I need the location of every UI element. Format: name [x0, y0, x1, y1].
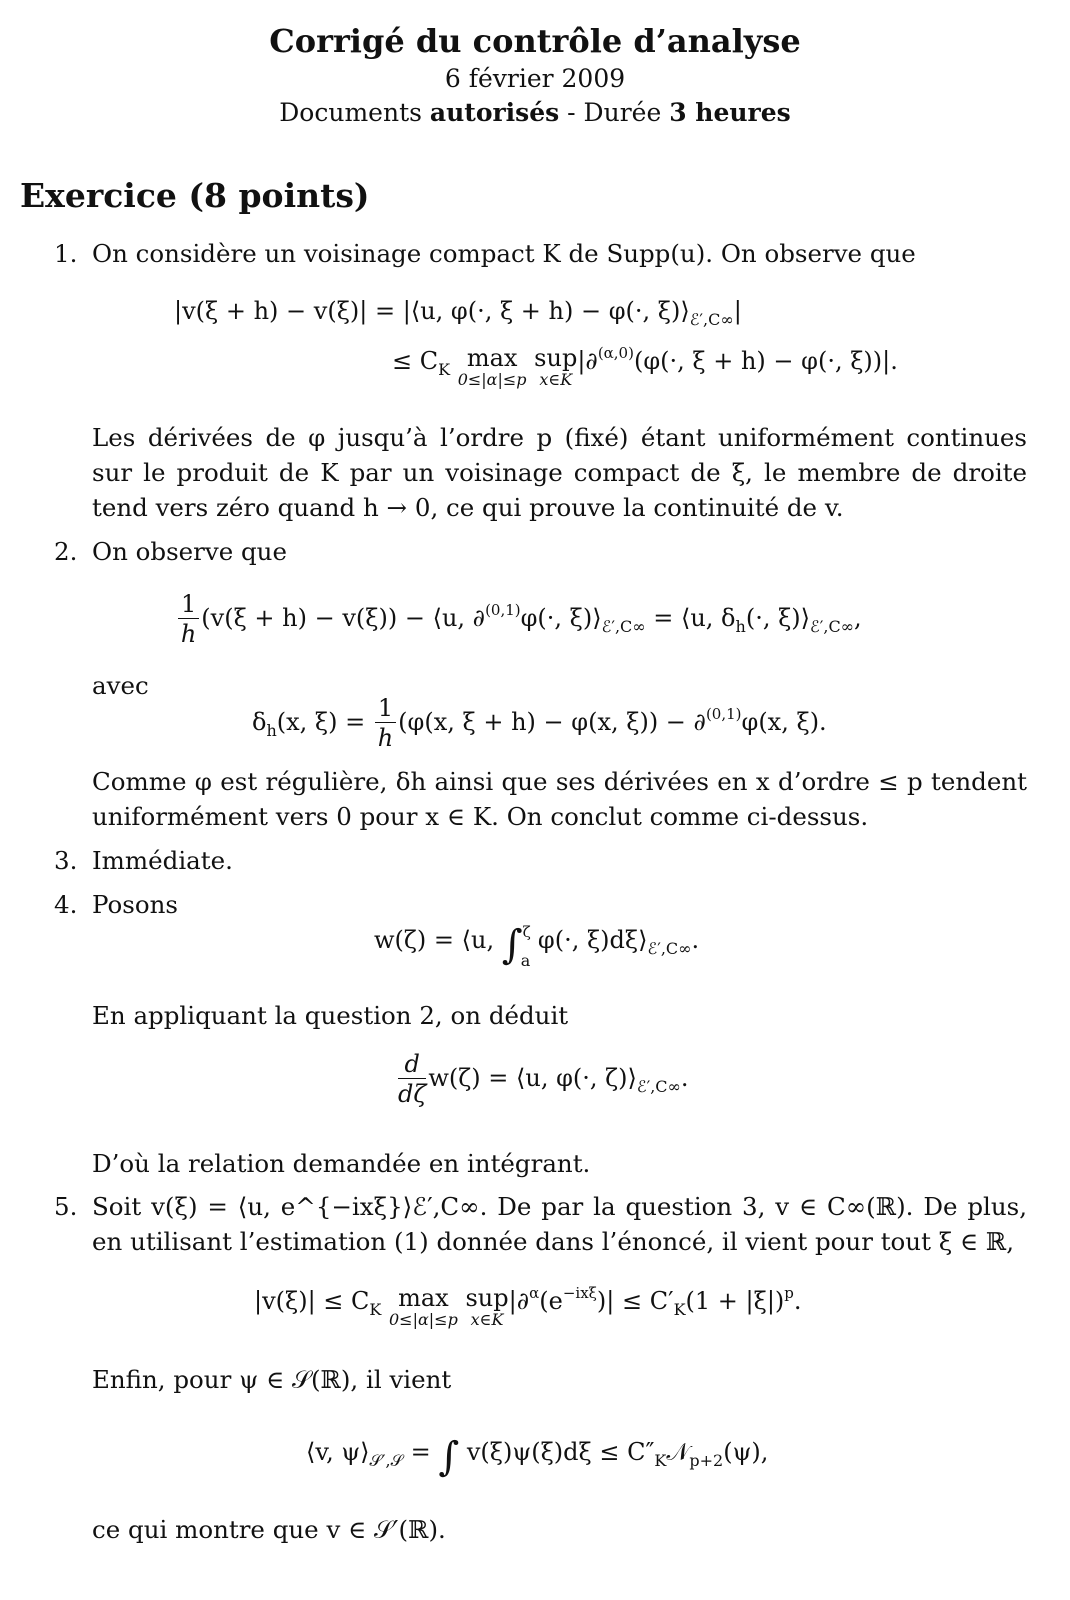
item-2-avec: avec	[92, 671, 149, 700]
item-number-1: 1.	[54, 239, 78, 268]
duration-label: - Durée	[559, 98, 670, 127]
item-4-intro: Posons	[92, 890, 178, 919]
item-3-text: Immédiate.	[92, 846, 233, 875]
item-5-estimate-equation: $|v(\xi)| \le C_K$ max 0≤|α|≤p sup x∈K $|\partial^\alpha(e^{-ix\xi})| \le C'_K(1 + |\xi|)^p$.	[254, 1284, 802, 1329]
item-2-text: Comme φ est régulière, δh ainsi que ses dérivées en x d’ordre ≤ p tendent uniformément vers 0 pour x ∈ K. On conclut comme ci-dessus.	[92, 767, 1027, 831]
item-4-w-equation: w(ζ) = ⟨u, ∫$^\zeta_a$ φ(·, $\xi)d\xi⟩_{ℰ',C\infty}$.	[374, 922, 700, 970]
item-5-integral-equation: ⟨v, $\psi⟩_{𝒮',𝒮}$ = ∫ $v(\xi)\psi(\xi)d\xi \le C''_K𝒩_{p+2}(\psi)$,	[306, 1434, 769, 1480]
document-date: 6 février 2009	[444, 64, 626, 93]
item-2-equation: $\frac{1}{h}$ (v(ξ + h) − v(ξ)) − ⟨u, ∂$^{(0,1)}$φ(·, $\xi)⟩_{ℰ',C\infty}$ = ⟨u, $\delta_h(\cdot$, $\xi)⟩_{ℰ',C\infty}$,	[176, 590, 862, 649]
integral-sign: ∫	[501, 922, 523, 968]
integral-sign: ∫	[438, 1434, 460, 1480]
item-4-text-end: D’où la relation demandée en intégrant.	[92, 1149, 591, 1178]
item-5-text: Soit v(ξ) = ⟨u, e^{−ixξ}⟩ℰ′,C∞. De par la question 3, v ∈ C∞(ℝ). De plus, en utilisant l’estimation (1) donnée dans l’énoncé, il vient pour tout ξ ∈ ℝ,	[92, 1192, 1027, 1256]
item-1-equation-line-1: |v(ξ + h) − v(ξ)| = |⟨u, φ(·, ξ + h) − φ(·, $\xi)⟩_{ℰ',C\infty}|$	[174, 297, 742, 329]
item-1-text: Les dérivées de φ jusqu’à l’ordre p (fixé) étant uniformément continues sur le produit de K par un voisinage compact de ξ, le membre de droite tend vers zéro quand h → 0, ce qui prouve la continuité de v.	[92, 423, 1027, 522]
document-title: Corrigé du contrôle d’analyse	[269, 22, 801, 60]
item-5-text-end: ce qui montre que v ∈ 𝒮′(ℝ).	[92, 1515, 446, 1544]
item-number-3: 3.	[54, 846, 78, 875]
item-1-intro: On considère un voisinage compact K de Supp(u). On observe que	[92, 239, 916, 268]
item-1-equation-line-2: ≤ $C_K$ max 0≤|α|≤p sup x∈K |∂$^{(\alpha,0)}$(φ(·, ξ + h) − φ(·, ξ))|.	[392, 344, 898, 389]
item-2-intro: On observe que	[92, 537, 287, 566]
documents-label: Documents	[279, 98, 430, 127]
document-conditions	[0, 98, 1070, 127]
duration-value: 3 heures	[669, 98, 791, 127]
item-4-text-middle: En appliquant la question 2, on déduit	[92, 1001, 569, 1030]
item-5-text-middle: Enfin, pour ψ ∈ 𝒮(ℝ), il vient	[92, 1365, 452, 1394]
documents-status: autorisés	[429, 98, 560, 127]
item-2-delta-equation: $\delta_h(x$, ξ) = $\frac{1}{h}$ (φ(x, ξ + h) − φ(x, ξ)) − ∂$^{(0,1)}$φ(x, ξ).	[252, 694, 827, 752]
item-4-derivative-equation: $\frac{d}{d\zeta}$ w(ζ) = ⟨u, φ(·, $\zeta)⟩_{ℰ',C\infty}$.	[398, 1050, 689, 1108]
item-number-4: 4.	[54, 890, 78, 919]
section-heading: Exercice (8 points)	[20, 176, 370, 215]
item-number-2: 2.	[54, 537, 78, 566]
item-number-5: 5.	[54, 1192, 78, 1221]
